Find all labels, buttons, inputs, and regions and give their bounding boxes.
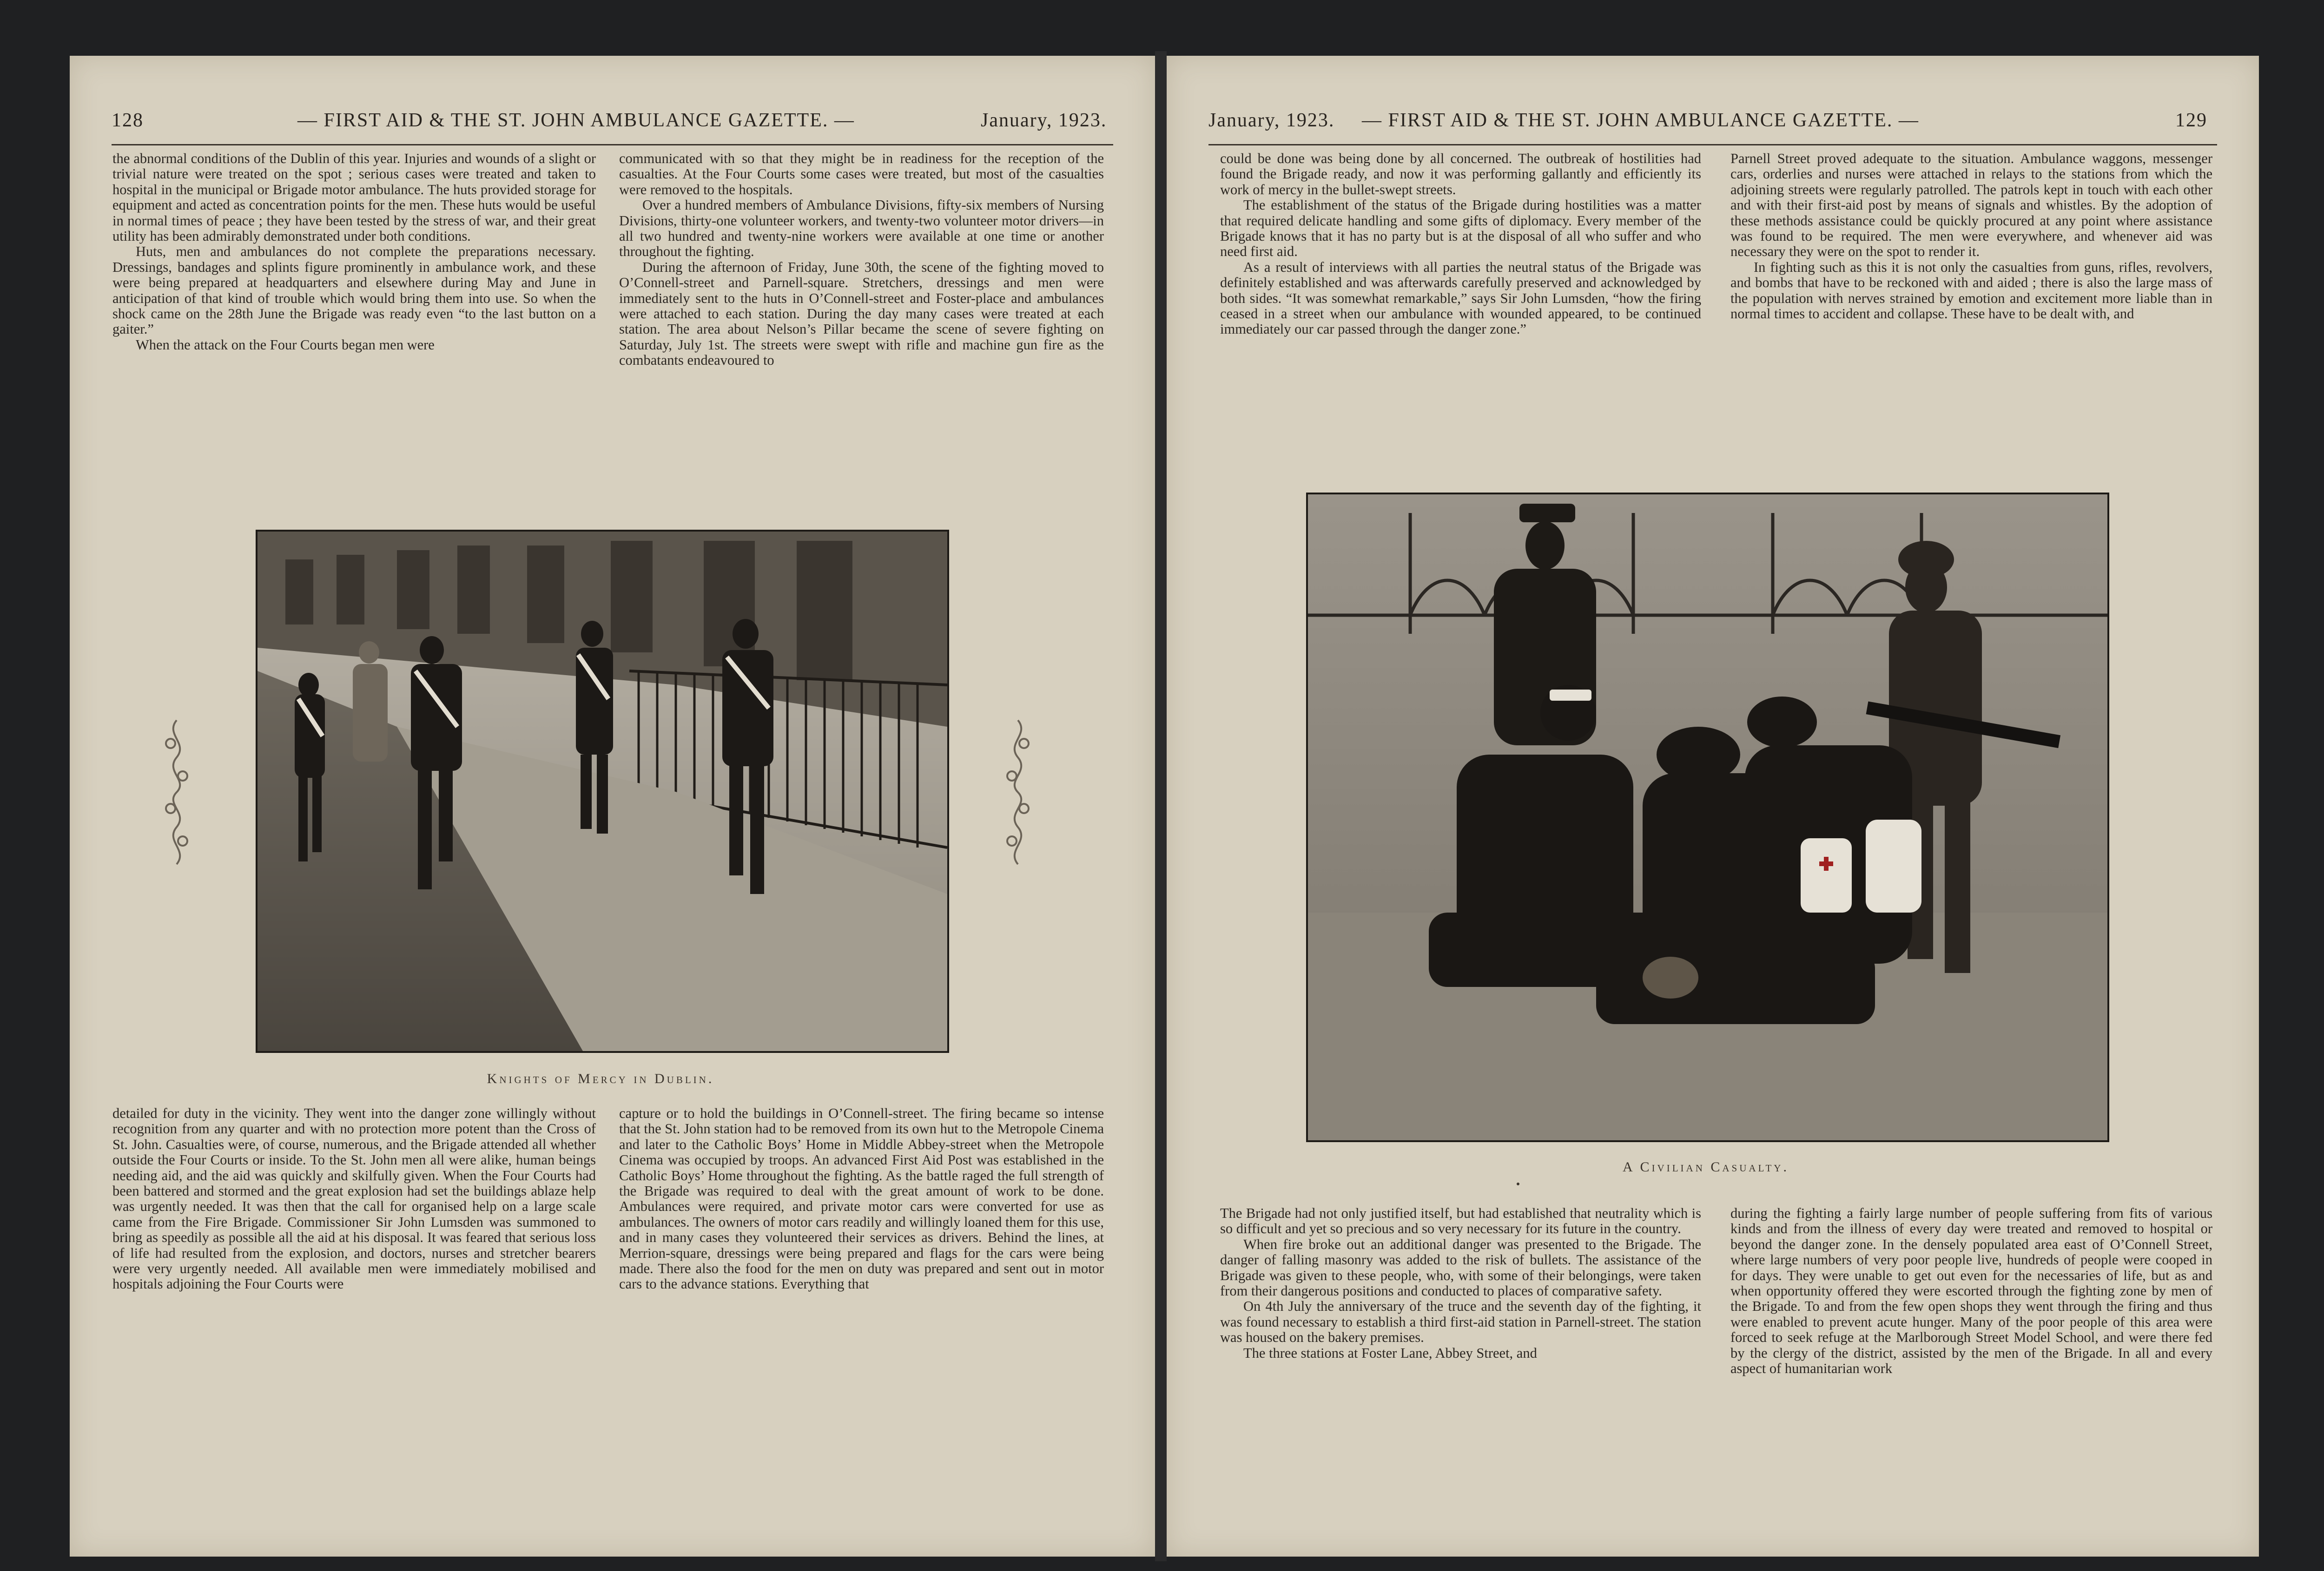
paragraph: capture or to hold the buildings in O’Connell-street. The firing became so intense that the St. John station had to be removed from its own hut to the Metropole Cinema and later to the Catholic Boys’ Home in Middle Abbey-street when the Metropole Cinema was occupied by troops. An advanced First Aid Post was established in the Catholic Boys’ Home throughout the fighting. As the battle raged the full strength of the Brigade was required to deal with the great amount of work to be done. Ambulances were required, and private motor cars were converted for use as ambulances. The owners of motor cars readily and willingly loaned them for this use, and in many cases they volunteered their services as drivers. Behind the lines, at Merrion-square, dressings were being prepared and flags for the cars were being made. There also the food for the men on duty was prepared and sent out in motor cars to the advance stations. Everything that xyxy=(619,1105,1104,1292)
photo-caption: A Civilian Casualty. xyxy=(1623,1159,1789,1175)
paragraph: during the fighting a fairly large number of people suffering from fits of various kinds and from the illness of every day were treated and removed to hospital or beyond the danger zone. In the densely populated area east of O’Connell Street, where large numbers of very poor people live, hundreds of people were cooped in for days. They were unable to get out even for the necessaries of life, but as and when opportunity offered they were escorted through the fighting zone by men of the Brigade. To and from the few open shops they went through the firing and thus were enabled to prevent acute hunger. Many of the poor people of this area were forced to seek refuge at the Marlborough Street Model School, and were there fed by the clergy of the district, assisted by the men of the Brigade. In all and every aspect of humanitarian work xyxy=(1730,1205,2212,1377)
paragraph: could be done was being done by all concerned. The outbreak of hostilities had found the Brigade ready, and now it was performing gallantly and efficiently its work of mercy in the bullet-swept streets. xyxy=(1220,151,1701,197)
page-number: 128 xyxy=(112,110,144,131)
paragraph: When fire broke out an additional danger was presented to the Brigade. The danger of falling masonry was added to the risk of bullets. The assistance of the Brigade was given to these people, who, with some of their belongings, were taken from their dangerous positions and conducted to places of comparative safety. xyxy=(1220,1236,1701,1299)
paragraph: When the attack on the Four Courts began men were xyxy=(136,336,435,353)
paragraph: The Brigade had not only justified itself, but had established that neutrality which is so difficult and yet so precious and so very necessary for its future in the country. xyxy=(1220,1205,1701,1237)
right-col1-top xyxy=(1220,151,1701,337)
scroll-ornament-icon xyxy=(1002,716,1034,869)
header-rule xyxy=(1208,144,2217,145)
paragraph: As a result of interviews with all parties the neutral status of the Brigade was definitely established and was afterwards carefully preserved and acknowledged by both sides. “It was somewhat remarkable,” says Sir John Lumsden, “how the firing ceased in a street when our ambulance with wounded appeared, to be continued immediately our car passed through the danger zone.” xyxy=(1220,259,1701,337)
paragraph: communicated with so that they might be in readiness for the reception of the casualties. At the Four Courts some cases were treated, but most of the casualties were removed to the hospitals. xyxy=(619,151,1104,197)
paragraph: Huts, men and ambulances do not complete the preparations necessary. Dressings, bandages and splints figure prominently in ambulance work, and these were being prepared at headquarters and elsewhere during May and June in anticipation of that kind of trouble which would bring them into use. So when the shock came on the 28th June the Brigade was ready even “to the last button on a gaiter.” xyxy=(112,243,596,337)
right-col1-bottom xyxy=(1220,1206,1701,1361)
paragraph: Over a hundred members of Ambulance Divisions, fifty-six members of Nursing Divisions, thirty-one volunteer workers, and twenty-two volunteer motor drivers—in all two hundred and twenty-nine workers were available at one time or another throughout the fighting. xyxy=(619,197,1104,260)
running-head: — FIRST AID & THE ST. JOHN AMBULANCE GAZETTE. — xyxy=(297,110,855,131)
paragraph: detailed for duty in the vicinity. They went into the danger zone willingly without recognition from any quarter and with no protection more potent than the Cross of St. John. Casualties were, of course, numerous, and the Brigade attended all whether outside the Four Courts or inside. To the St. John men all were alike, human beings needing aid, and the aid was quickly and skilfully given. When the Four Courts had been battered and stormed and the great explosion had set the buildings ablaze help was urgently needed. It was then that the call for organised help on a large scale came from the Fire Brigade. Commissioner Sir John Lumsden was summoned to bring as speedily as possible all the aid at his disposal. It was feared that serious loss of life had resulted from the explosion, and doctors, nurses and stretcher bearers were very urgently needed. All available men were immediately mobilised and hospitals adjoining the Four Courts were xyxy=(112,1105,596,1292)
right-col2-bottom xyxy=(1730,1206,2212,1376)
scroll-ornament-icon xyxy=(160,716,193,869)
issue-date: January, 1923. xyxy=(981,110,1107,131)
page-number: 129 xyxy=(2175,110,2207,131)
left-col2-top xyxy=(619,151,1104,368)
paragraph: the abnormal conditions of the Dublin of this year. Injuries and wounds of a slight or trivial nature were treated on the spot ; serious cases were treated and taken to hospital in the municipal or Brigade motor ambulance. The huts provided storage for equipment and acted as concentration points for the men. These huts would be useful in normal times of peace ; they have been tested by the stress of war, and their great utility has been admirably demonstrated under both conditions. xyxy=(112,151,596,244)
left-col1-top xyxy=(112,151,596,353)
book-gutter xyxy=(1155,51,1167,1561)
left-col1-bottom xyxy=(112,1106,596,1292)
right-page xyxy=(1167,56,2259,1557)
paragraph: The three stations at Foster Lane, Abbey Street, and xyxy=(1243,1345,1537,1361)
photo-caption: Knights of Mercy in Dublin. xyxy=(487,1071,714,1086)
paragraph: In fighting such as this it is not only the casualties from guns, rifles, revolvers, and bombs that have to be reckoned with and aided ; there is also the large mass of the population with nerves strained by emotion and excitement more liable than in normal times to accident and collapse. These have to be dealt with, and xyxy=(1730,259,2212,322)
left-page xyxy=(70,56,1155,1557)
paragraph: On 4th July the anniversary of the truce and the seventh day of the fighting, it was found necessary to establish a third first-aid station in Parnell-street. The station was housed on the bakery premises. xyxy=(1220,1298,1701,1346)
paragraph: During the afternoon of Friday, June 30th, the scene of the fighting moved to O’Connell-street and Parnell-square. Stretchers, dressings and men were immediately sent to the huts in O’Connell-street and Foster-place and ambulances were attached to each station. During the day many cases were treated at each station. The area about Nelson’s Pillar became the scene of severe fighting on Saturday, July 1st. The streets were swept with rifle and machine gun fire as the combatants endeavoured to xyxy=(619,259,1104,368)
right-col2-top xyxy=(1730,151,2212,322)
left-header xyxy=(112,109,1113,142)
photo-knights-of-mercy xyxy=(256,530,949,1053)
photo-civilian-casualty xyxy=(1306,493,2109,1142)
paragraph: The establishment of the status of the Brigade during hostilities was a matter that required delicate handling and some gifts of diplomacy. Every member of the Brigade knows that it has no party but is at the disposal of all who suffer and who need first aid. xyxy=(1220,197,1701,260)
running-head: — FIRST AID & THE ST. JOHN AMBULANCE GAZETTE. — xyxy=(1362,110,1919,131)
paragraph: Parnell Street proved adequate to the situation. Ambulance waggons, messenger cars, orderlies and nurses were attached in relays to the stations from which the adjoining streets were regularly patrolled. The patrols kept in touch with each other and with their first-aid post by means of signals and whistles. By the adoption of these methods assistance could be quickly procured at any point where assistance was found to be required. The men were everywhere, and whenever aid was necessary they were on the spot to render it. xyxy=(1730,151,2212,260)
issue-date: January, 1923. xyxy=(1208,110,1335,131)
right-header xyxy=(1208,109,2217,142)
left-col2-bottom xyxy=(619,1106,1104,1292)
printer-dot xyxy=(1517,1183,1519,1185)
header-rule xyxy=(112,144,1113,145)
